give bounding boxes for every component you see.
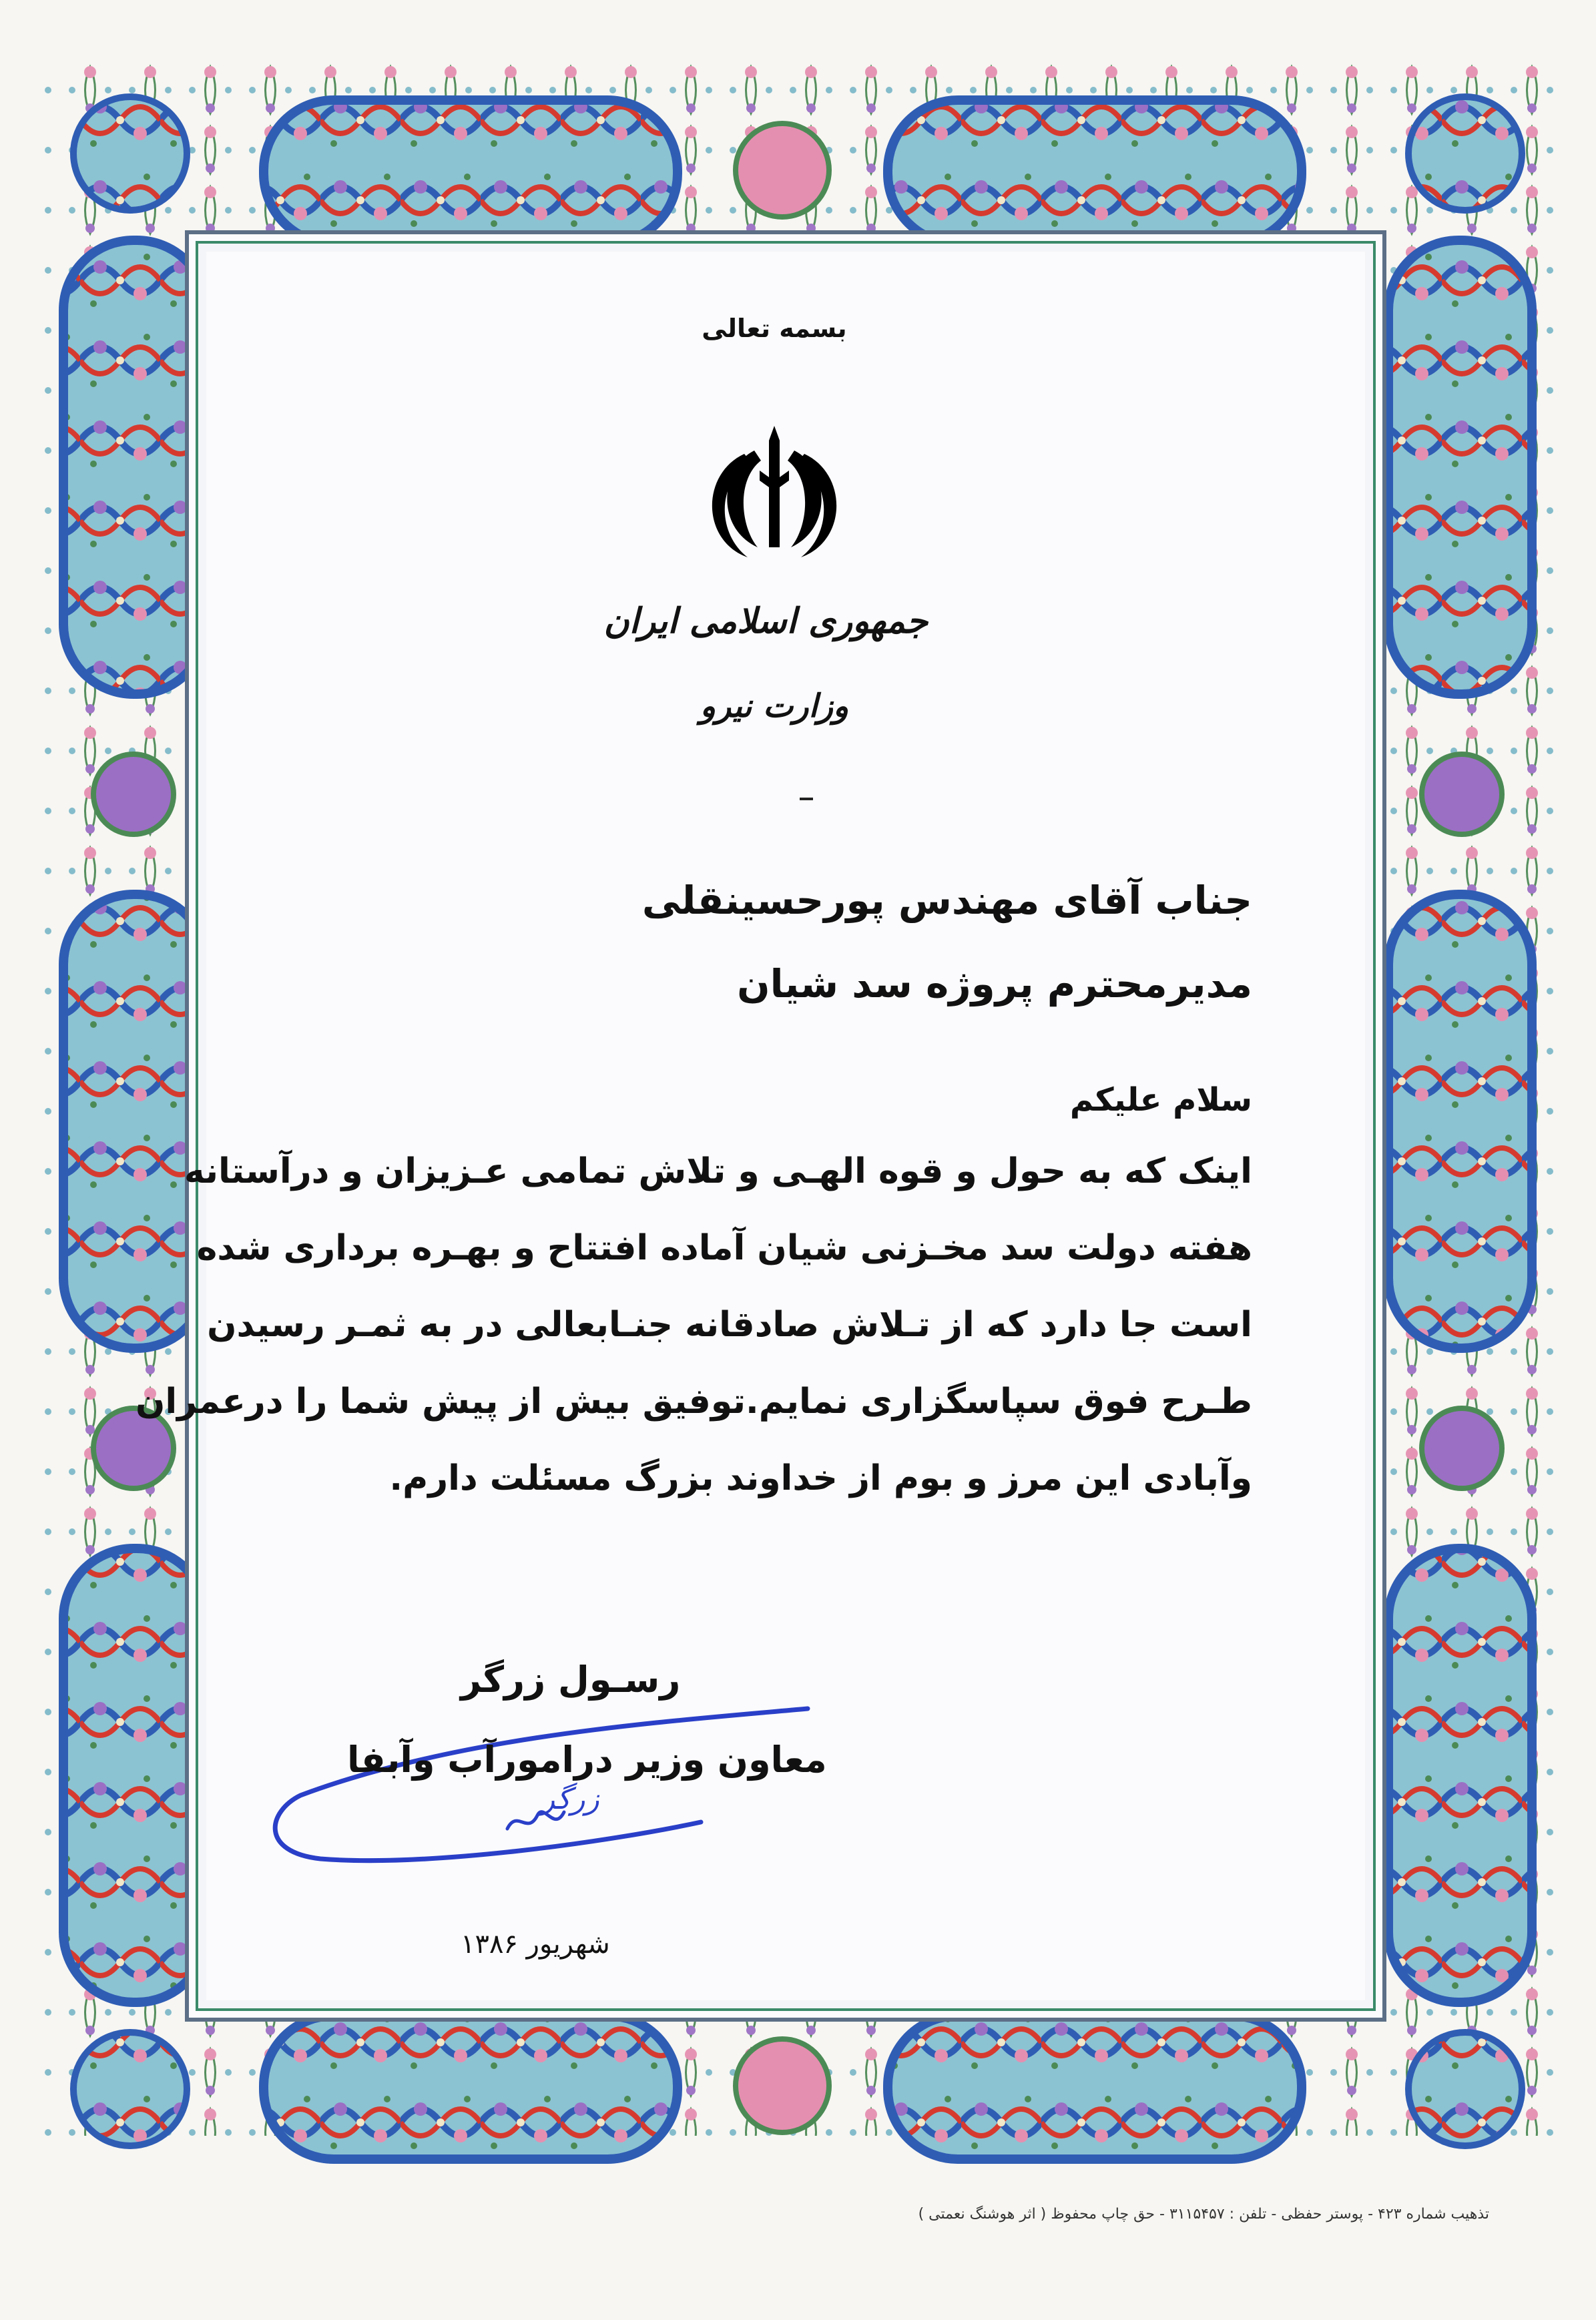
body-line-3: است جا دارد که از تـلاش صادقانه جنـابعالی در به ثمـر رسیدن <box>207 1305 1252 1345</box>
signatory-name: رسـول زرگر <box>461 1659 681 1701</box>
invocation: بسمه تعالی <box>702 314 847 343</box>
recipient-title: مدیرمحترم پروژه سد شیان <box>737 961 1252 1006</box>
handwritten-signature <box>260 1695 881 1869</box>
country-name: جمهوری اسلامی ایران <box>603 601 928 641</box>
body-line-1: اینک که به حول و قوه الهـی و تلاش تمامی عـزیزان و درآستانه <box>184 1151 1252 1191</box>
iran-emblem-icon <box>694 414 854 574</box>
ministry-name: وزارت نیرو <box>700 687 849 725</box>
greeting: سلام علیکم <box>1069 1081 1252 1119</box>
signature-scribble: زرگر <box>541 1782 599 1816</box>
signatory-title: معاون وزیر درامورآب وآبفا <box>347 1739 827 1781</box>
right-cartouches <box>1388 240 1532 2002</box>
recipient-name: جناب آقای مهندس پورحسینقلی <box>641 878 1252 923</box>
printer-footer: تذهیب شماره ۴۲۳ - پوستر حفظی - تلفن : ۳۱۱۵۴۵۷ - حق چاپ محفوظ ( اثر هوشنگ نعمتی ) <box>918 2206 1489 2223</box>
letter-date: شهریور ۱۳۸۶ <box>461 1929 610 1960</box>
body-line-4: طـرح فوق سپاسگزاری نمایم.توفیق بیش از پیش شما را درعمران <box>135 1382 1252 1422</box>
body-line-2: هفته دولت سد مخـزنی شیان آماده افتتاح و بهـره برداری شده <box>196 1228 1252 1268</box>
body-line-5: وآبادی این مرز و بوم از خداوند بزرگ مسئلت دارم. <box>389 1458 1252 1498</box>
separator-mark <box>800 798 813 800</box>
